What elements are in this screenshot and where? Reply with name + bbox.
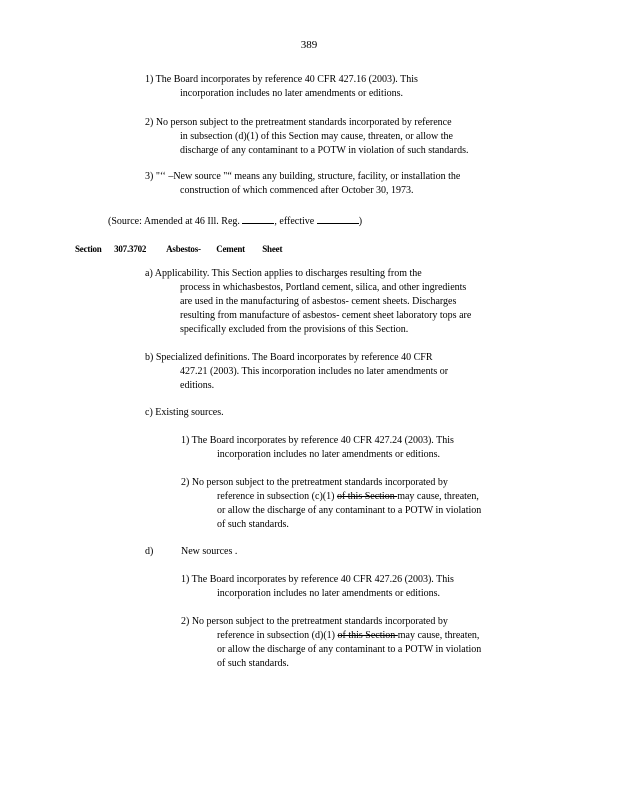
text-line: or allow the discharge of any contaminant to a POTW in violation bbox=[217, 644, 482, 655]
text-line: resulting from manufacture of asbestos- cement sheet laboratory tops are bbox=[180, 310, 472, 321]
source-middle: , effective bbox=[274, 216, 315, 227]
paragraph-c-item-2 bbox=[181, 476, 561, 532]
text-line: in subsection (d)(1) of this Section may cause, threaten, or allow the bbox=[180, 131, 453, 142]
text-line: 2) No person subject to the pretreatment standards incorporated by bbox=[181, 616, 448, 627]
source-suffix: ) bbox=[358, 216, 363, 227]
text-line: a) Applicability. This Section applies to discharges resulting from the bbox=[145, 268, 422, 279]
text-line: 1) The Board incorporates by reference 40 CFR 427.16 (2003). This bbox=[145, 74, 418, 85]
section-heading bbox=[75, 242, 282, 256]
source-note bbox=[108, 213, 362, 229]
text-line: incorporation includes no later amendments or editions. bbox=[217, 588, 440, 599]
text-line: editions. bbox=[180, 380, 215, 391]
text-segment: reference in subsection (d)(1) bbox=[217, 630, 338, 641]
text-line: are used in the manufacturing of asbestos- cement sheets. Discharges bbox=[180, 296, 457, 307]
text-line: 427.21 (2003). This incorporation includes no later amendments or bbox=[180, 366, 449, 377]
paragraph-a bbox=[145, 267, 545, 337]
paragraph-b bbox=[145, 351, 545, 393]
text-line: or allow the discharge of any contaminant to a POTW in violation bbox=[217, 505, 482, 516]
paragraph-d-label: d) bbox=[145, 546, 154, 557]
text-line: construction of which commenced after October 30, 1973. bbox=[180, 185, 414, 196]
text-line: 1) The Board incorporates by reference 40 CFR 427.24 (2003). This bbox=[181, 435, 454, 446]
text-line bbox=[181, 490, 561, 504]
blank-line bbox=[317, 213, 359, 224]
text-line: 2) No person subject to the pretreatment standards incorporated by reference bbox=[145, 117, 452, 128]
deleted-text: of this Section bbox=[337, 630, 398, 641]
blank-line bbox=[242, 213, 274, 224]
text-segment: may cause, threaten, bbox=[397, 630, 480, 641]
deleted-text: of this Section bbox=[336, 491, 398, 502]
text-line: incorporation includes no later amendments or editions. bbox=[180, 88, 403, 99]
text-line: 2) No person subject to the pretreatment standards incorporated by bbox=[181, 477, 448, 488]
text-line: 3) "‘‘ –New source "“ means any building, structure, facility, or installation the bbox=[145, 171, 461, 182]
page-number: 389 bbox=[300, 39, 318, 51]
text-line: process in whichasbestos, Portland cement, silica, and other ingredients bbox=[180, 282, 467, 293]
text-line: b) Specialized definitions. The Board incorporates by reference 40 CFR bbox=[145, 352, 433, 363]
section-number: 307.3702 bbox=[114, 244, 147, 254]
text-segment: reference in subsection (c)(1) bbox=[217, 491, 337, 502]
top-item-2 bbox=[145, 116, 545, 158]
paragraph-c-item-1 bbox=[181, 434, 561, 462]
text-line: of such standards. bbox=[217, 658, 289, 669]
text-line: specifically excluded from the provisions of this Section. bbox=[180, 324, 409, 335]
section-title-part: Asbestos- bbox=[166, 244, 201, 254]
text-line bbox=[181, 629, 561, 643]
paragraph-c-heading: c) Existing sources. bbox=[145, 407, 224, 418]
paragraph-d-item-2 bbox=[181, 615, 561, 671]
paragraph-d-heading: New sources . bbox=[181, 546, 238, 557]
top-item-1 bbox=[145, 73, 545, 101]
text-line: incorporation includes no later amendments or editions. bbox=[217, 449, 440, 460]
section-label: Section bbox=[75, 244, 102, 254]
source-prefix: (Source: Amended at 46 Ill. Reg. bbox=[108, 216, 240, 227]
text-line: 1) The Board incorporates by reference 40 CFR 427.26 (2003). This bbox=[181, 574, 454, 585]
section-title-part: Sheet bbox=[262, 244, 283, 254]
text-line: of such standards. bbox=[217, 519, 289, 530]
top-item-3 bbox=[145, 170, 565, 198]
paragraph-d-item-1 bbox=[181, 573, 561, 601]
text-segment: may cause, threaten, bbox=[397, 491, 479, 502]
section-title-part: Cement bbox=[216, 244, 245, 254]
text-line: discharge of any contaminant to a POTW in violation of such standards. bbox=[180, 145, 469, 156]
